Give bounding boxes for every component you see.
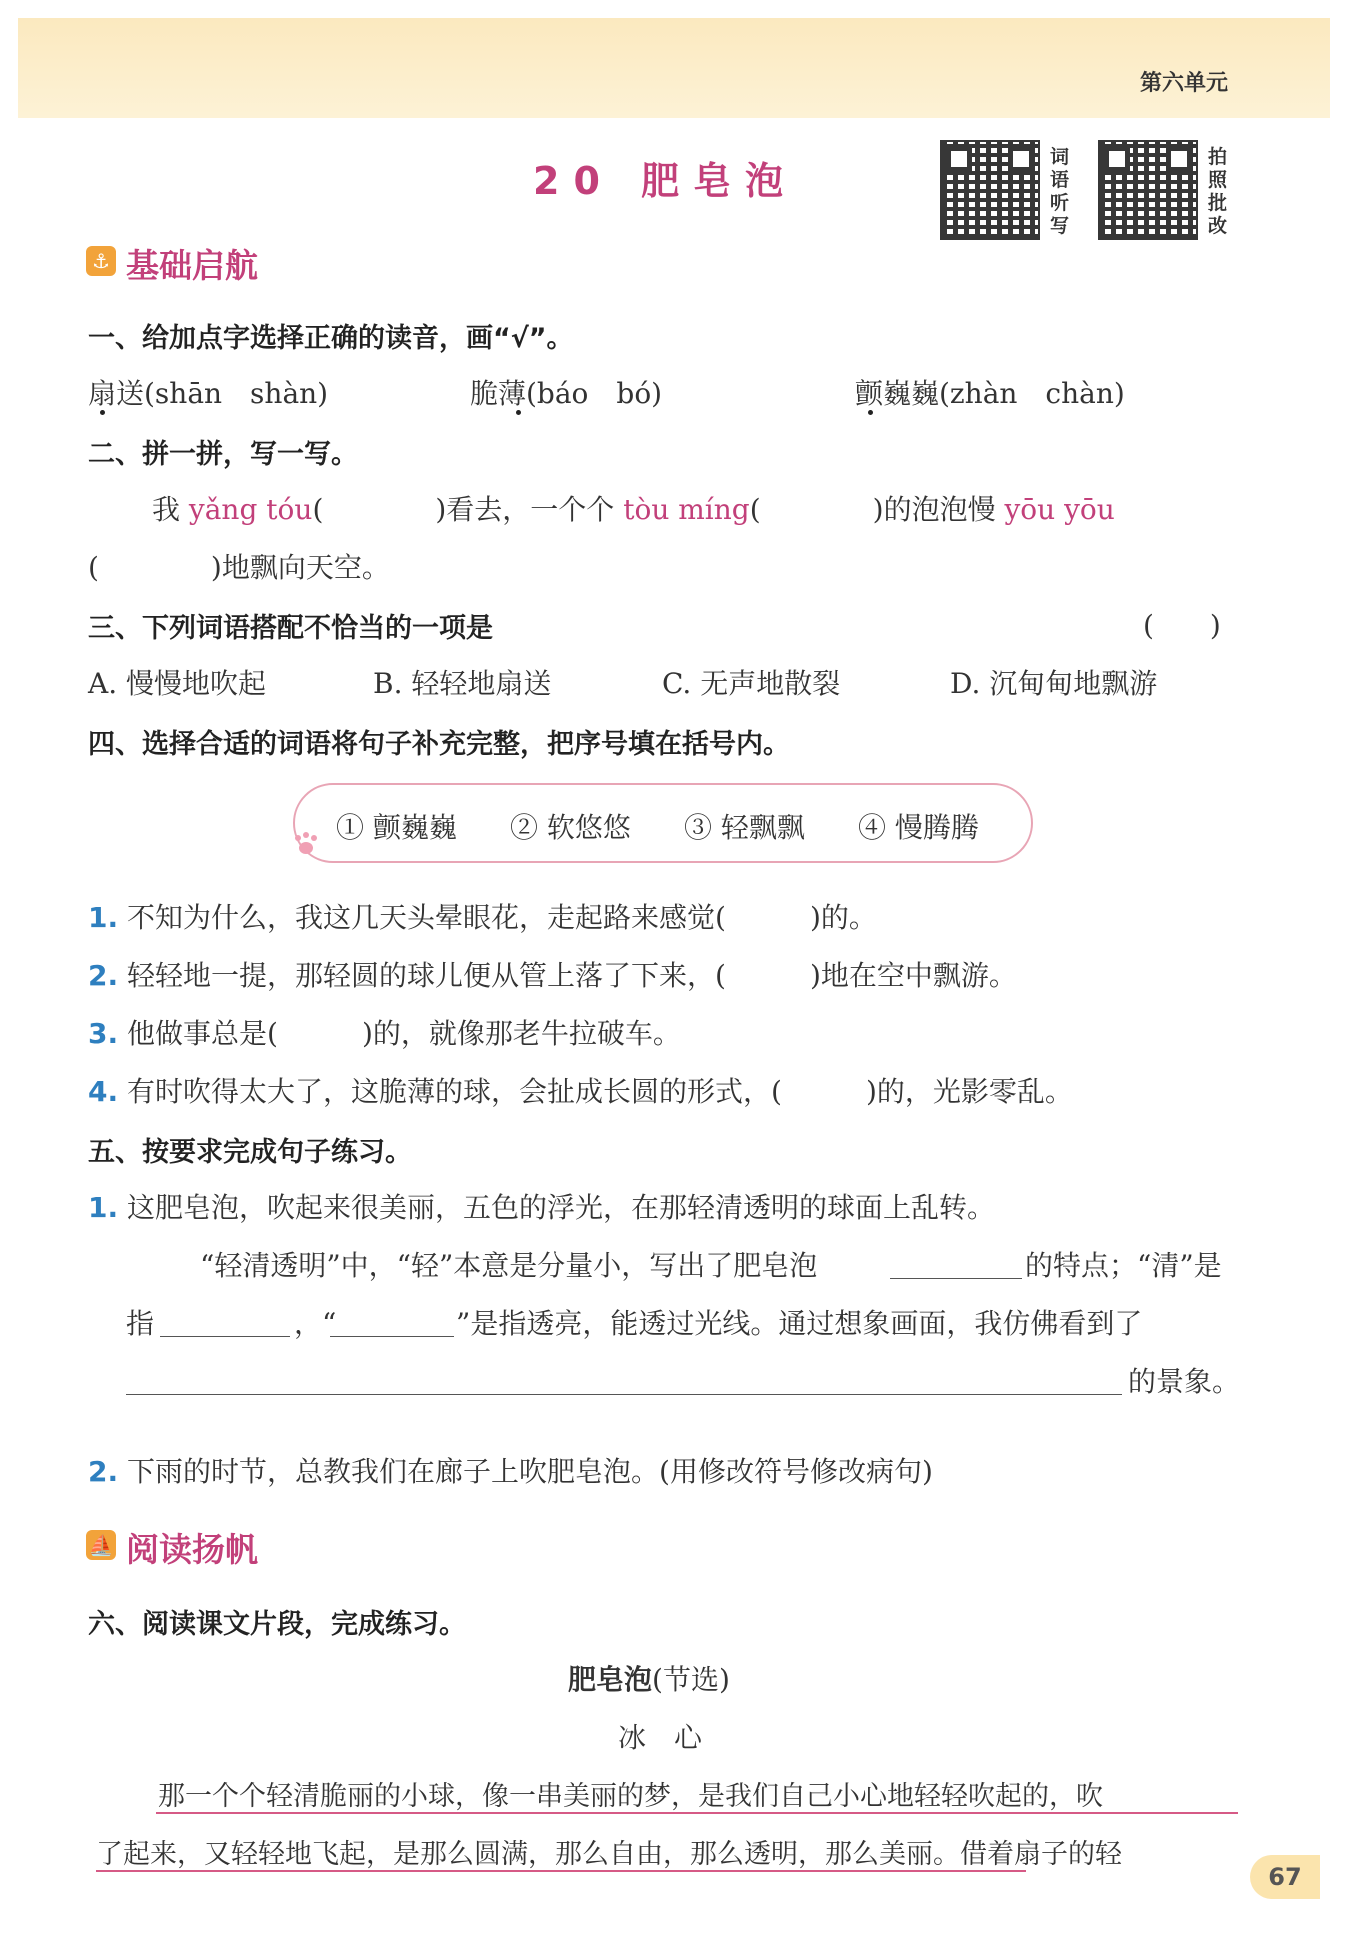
blank-line-long[interactable] — [126, 1394, 1122, 1395]
q2-text-3[interactable]: ( )的泡泡慢 — [749, 493, 996, 526]
q4-item-2-text: 轻轻地一提，那轻圆的球儿便从管上落了下来，( )地在空中飘游。 — [127, 959, 1017, 992]
q5-item-2-num: 2. — [88, 1455, 119, 1488]
section-basic: 基础启航 — [126, 246, 258, 285]
q5-line1a: “轻清透明”中，“轻”本意是分量小，写出了肥皂泡 — [200, 1249, 818, 1282]
qr-code-photo-icon[interactable] — [1098, 140, 1198, 240]
q4-item-2[interactable] — [88, 954, 1017, 994]
lesson-title: 20 肥皂泡 — [533, 159, 798, 203]
unit-label: 第六单元 — [1140, 71, 1229, 96]
paw-icon — [292, 832, 320, 856]
anchor-icon: ⚓ — [86, 246, 116, 276]
q2-text-1: 我 — [152, 493, 181, 526]
page-number: 67 — [1250, 1855, 1320, 1899]
wavy-underline — [156, 1812, 1238, 1814]
word-2: ② 软悠悠 — [510, 811, 631, 844]
emphasis-dot — [100, 410, 105, 415]
q2-heading: 二、拼一拼，写一写。 — [88, 439, 358, 470]
q2-line2[interactable]: ( )地飘向天空。 — [88, 551, 390, 584]
q5-item-1-text: 这肥皂泡，吹起来很美丽，五色的浮光，在那轻清透明的球面上乱转。 — [127, 1191, 996, 1224]
q5-item-2 — [88, 1450, 933, 1490]
q5-line3: 的景象。 — [1128, 1365, 1241, 1398]
q1-item-1: 扇送(shān shàn) — [88, 377, 329, 410]
q2-line1 — [152, 488, 1115, 528]
q1-heading: 一、给加点字选择正确的读音，画“√”。 — [88, 323, 574, 354]
sail-icon: ⛵ — [86, 1530, 116, 1560]
q5-line2b: ，“ — [294, 1307, 337, 1340]
emphasis-dot — [516, 410, 521, 415]
qr1-label: 词语听写 — [1050, 146, 1070, 237]
q1-item-2: 脆薄(báo bó) — [470, 377, 663, 410]
q6-heading: 六、阅读课文片段，完成练习。 — [88, 1609, 466, 1640]
blank-line[interactable] — [890, 1278, 1022, 1279]
q5-item-1-num: 1. — [88, 1191, 119, 1224]
q5-line2c: ”是指透亮，能透过光线。通过想象画面，我仿佛看到了 — [456, 1307, 1143, 1340]
section-reading: 阅读扬帆 — [126, 1530, 258, 1569]
q4-item-2-num: 2. — [88, 959, 119, 992]
q4-item-4-text: 有时吹得太大了，这脆薄的球，会扯成长圆的形式，( )的，光影零乱。 — [127, 1075, 1073, 1108]
passage-line-2a: 了起来，又轻轻地飞起，是那么圆满，那么自由，那么透明，那么美丽。 — [96, 1839, 960, 1870]
article-note: (节选) — [652, 1663, 730, 1696]
passage-line-2 — [96, 1832, 1122, 1871]
q4-item-1-text: 不知为什么，我这几天头晕眼花，走起路来感觉( )的。 — [127, 901, 877, 934]
qr-code-dictation-icon[interactable] — [940, 140, 1040, 240]
q5-item-1 — [88, 1186, 995, 1226]
q3-answer-paren[interactable]: ( ) — [1143, 609, 1221, 642]
word-3: ③ 轻飘飘 — [684, 811, 805, 844]
q4-item-3[interactable] — [88, 1012, 681, 1052]
q2-pinyin-1: yǎng tóu — [188, 493, 313, 526]
q1-item-3: 颤巍巍(zhàn chàn) — [855, 377, 1125, 410]
q5-heading: 五、按要求完成句子练习。 — [88, 1137, 412, 1168]
passage-line-2b: 借着扇子的轻 — [960, 1839, 1122, 1870]
q3-heading: 三、下列词语搭配不恰当的一项是 — [88, 613, 493, 644]
q4-item-4[interactable] — [88, 1070, 1073, 1110]
q4-item-1[interactable] — [88, 896, 877, 936]
q2-pinyin-2: tòu míng — [623, 493, 750, 526]
word-4: ④ 慢腾腾 — [858, 811, 979, 844]
q4-item-1-num: 1. — [88, 901, 119, 934]
q5-line1b: 的特点；“清”是 — [1025, 1249, 1222, 1282]
q3-option-c: C. 无声地散裂 — [662, 667, 841, 700]
word-1: ① 颤巍巍 — [336, 811, 457, 844]
wavy-underline — [96, 1870, 1026, 1872]
passage-line-1: 那一个个轻清脆丽的小球，像一串美丽的梦，是我们自己小心地轻轻吹起的，吹 — [158, 1781, 1103, 1812]
q4-heading: 四、选择合适的词语将句子补充完整，把序号填在括号内。 — [88, 729, 790, 760]
article-title: 肥皂泡 — [568, 1663, 653, 1696]
q2-pinyin-3: yōu yōu — [1004, 493, 1115, 526]
q3-option-b: B. 轻轻地扇送 — [373, 667, 552, 700]
q4-item-3-num: 3. — [88, 1017, 119, 1050]
q4-item-4-num: 4. — [88, 1075, 119, 1108]
article-author: 冰 心 — [618, 1721, 703, 1754]
q3-option-d: D. 沉甸甸地飘游 — [950, 667, 1158, 700]
header-banner — [18, 18, 1330, 118]
q5-line2a: 指 — [126, 1307, 155, 1340]
q4-item-3-text: 他做事总是( )的，就像那老牛拉破车。 — [127, 1017, 681, 1050]
blank-line[interactable] — [330, 1336, 454, 1337]
q2-text-2[interactable]: ( )看去，一个个 — [312, 493, 615, 526]
q5-item-2-text: 下雨的时节，总教我们在廊子上吹肥皂泡。(用修改符号修改病句) — [127, 1455, 933, 1488]
blank-line[interactable] — [160, 1336, 290, 1337]
q3-option-a: A. 慢慢地吹起 — [88, 667, 267, 700]
qr2-label: 拍照批改 — [1208, 146, 1228, 237]
emphasis-dot — [868, 410, 873, 415]
article-title-line — [568, 1658, 730, 1698]
